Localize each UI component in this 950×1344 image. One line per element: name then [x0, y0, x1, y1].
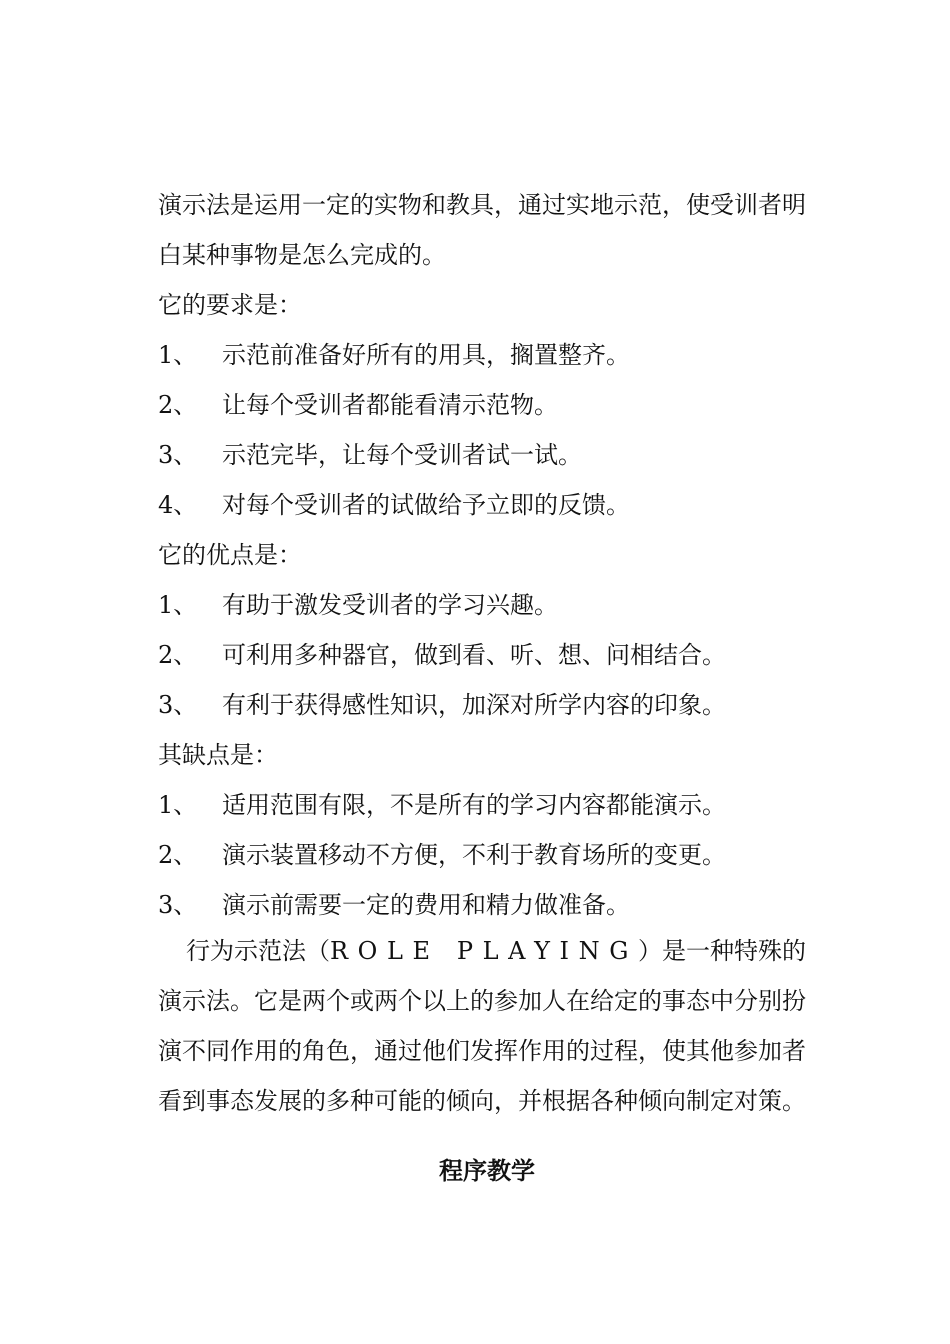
list-item — [158, 580, 822, 630]
list-number: 3、 — [158, 691, 198, 719]
list-text: 让每个受训者都能看清示范物。 — [222, 391, 558, 419]
list-number: 3、 — [158, 441, 198, 469]
list-text: 演示前需要一定的费用和精力做准备。 — [222, 891, 630, 919]
document-page — [158, 180, 822, 1196]
role-playing-paragraph — [158, 926, 822, 1126]
list-item — [158, 880, 822, 930]
list-number: 4、 — [158, 491, 198, 519]
list-number: 1、 — [158, 791, 198, 819]
list-item — [158, 480, 822, 530]
list-item — [158, 330, 822, 380]
list-item — [158, 780, 822, 830]
list-text: 有助于激发受训者的学习兴趣。 — [222, 591, 558, 619]
list-number: 2、 — [158, 641, 198, 669]
list-item — [158, 680, 822, 730]
list-text: 示范完毕，让每个受训者试一试。 — [222, 441, 582, 469]
list-item — [158, 380, 822, 430]
list-text: 适用范围有限，不是所有的学习内容都能演示。 — [222, 791, 726, 819]
list-item — [158, 630, 822, 680]
list-text: 对每个受训者的试做给予立即的反馈。 — [222, 491, 630, 519]
role-playing-english: ROLE PLAYING — [330, 937, 638, 965]
list-item — [158, 830, 822, 880]
list-number: 3、 — [158, 891, 198, 919]
list-number: 2、 — [158, 391, 198, 419]
list-text: 有利于获得感性知识，加深对所学内容的印象。 — [222, 691, 726, 719]
intro-paragraph: 演示法是运用一定的实物和教具，通过实地示范，使受训者明白某种事物是怎么完成的。 — [158, 191, 806, 269]
disadvantages-title: 其缺点是： — [158, 741, 278, 769]
requirements-title: 它的要求是： — [158, 291, 302, 319]
list-number: 1、 — [158, 591, 198, 619]
list-number: 2、 — [158, 841, 198, 869]
advantages-title: 它的优点是： — [158, 541, 302, 569]
list-text: 演示装置移动不方便，不利于教育场所的变更。 — [222, 841, 726, 869]
list-item — [158, 430, 822, 480]
list-text: 可利用多种器官，做到看、听、想、问相结合。 — [222, 641, 726, 669]
role-playing-text: ）是一种特殊的演示法。它是两个或两个以上的参加人在给定的事态中分别扮演不同作用的角色，通过他们发挥作用的过程，使其他参加者看到事态发展的多种可能的倾向，并根据各种倾向制定对策。 — [158, 937, 806, 1115]
list-number: 1、 — [158, 341, 198, 369]
role-playing-prefix: 行为示范法（ — [186, 937, 330, 965]
list-text: 示范前准备好所有的用具，搁置整齐。 — [222, 341, 630, 369]
section-heading: 程序教学 — [439, 1156, 535, 1185]
